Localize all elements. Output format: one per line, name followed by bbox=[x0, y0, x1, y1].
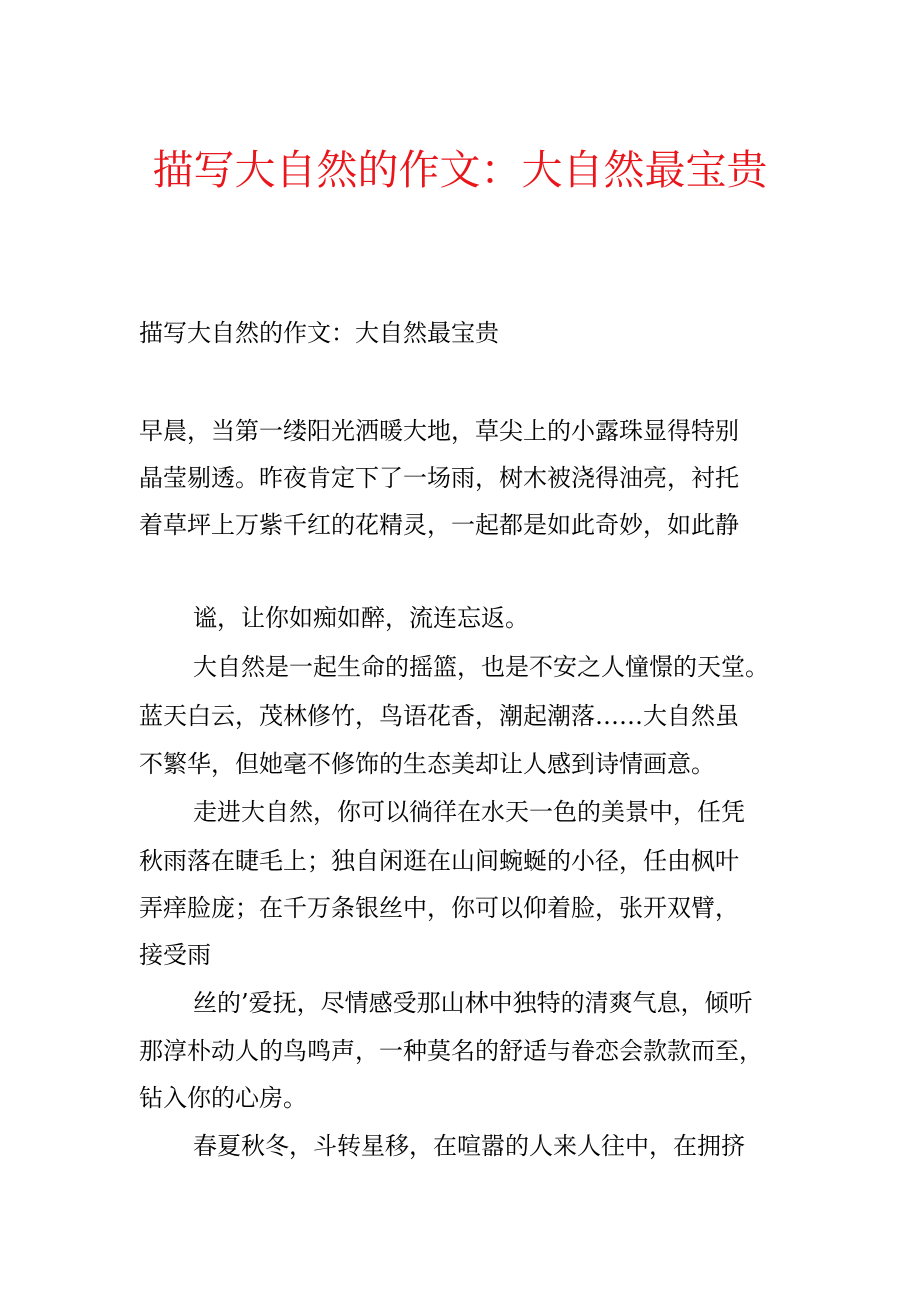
text-line-10: 弄痒脸庞；在千万条银丝中，你可以仰着脸，张开双臂， bbox=[139, 894, 739, 922]
document-title: 描写大自然的作文：大自然最宝贵 bbox=[152, 146, 768, 194]
text-line-15: 春夏秋冬，斗转星移，在喧嚣的人来人往中，在拥挤 bbox=[193, 1132, 745, 1160]
text-line-1: 早晨，当第一缕阳光洒暖大地，草尖上的小露珠显得特别 bbox=[139, 417, 739, 445]
text-line-9: 秋雨落在睫毛上；独自闲逛在山间蜿蜒的小径，任由枫叶 bbox=[139, 847, 739, 875]
text-line-8: 走进大自然，你可以徜徉在水天一色的美景中，任凭 bbox=[193, 798, 745, 826]
text-line-14: 钻入你的心房。 bbox=[139, 1084, 307, 1112]
text-line-13: 那淳朴动人的鸟鸣声，一种莫名的舒适与眷恋会款款而至， bbox=[139, 1037, 763, 1065]
text-line-11: 接受雨 bbox=[139, 941, 211, 969]
text-line-7: 不繁华，但她毫不修饰的生态美却让人感到诗情画意。 bbox=[139, 750, 715, 778]
text-line-5: 大自然是一起生命的摇篮，也是不安之人憧憬的天堂。 bbox=[193, 653, 769, 681]
text-line-2: 晶莹剔透。昨夜肯定下了一场雨，树木被浇得油亮，衬托 bbox=[139, 464, 739, 492]
text-line-4: 谧，让你如痴如醉，流连忘返。 bbox=[193, 604, 529, 632]
text-line-12: 丝的’爱抚，尽情感受那山林中独特的清爽气息，倾听 bbox=[193, 989, 753, 1017]
article-heading: 描写大自然的作文：大自然最宝贵 bbox=[139, 319, 499, 347]
text-line-3: 着草坪上万紫千红的花精灵，一起都是如此奇妙，如此静 bbox=[139, 511, 739, 539]
text-line-6: 蓝天白云，茂林修竹，鸟语花香，潮起潮落……大自然虽 bbox=[139, 702, 739, 730]
